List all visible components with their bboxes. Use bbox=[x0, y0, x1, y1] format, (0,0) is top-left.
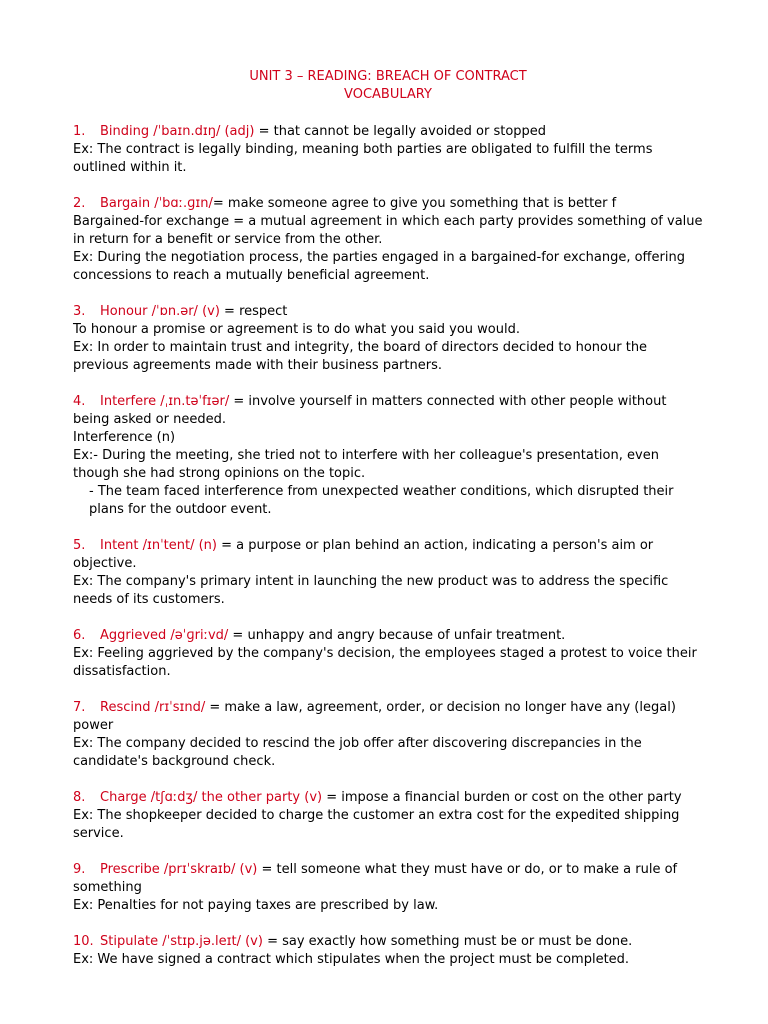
entry-number: 8. bbox=[73, 790, 86, 805]
vocab-term: Bargain /ˈbɑː.ɡɪn/ bbox=[100, 196, 213, 211]
vocab-example-line: To honour a promise or agreement is to do what you said you would. bbox=[73, 322, 520, 337]
vocab-definition: = that cannot be legally avoided or stopped bbox=[254, 124, 547, 139]
vocab-definition: = involve yourself in matters connected with other people without being asked or needed. bbox=[73, 394, 667, 427]
entry-number: 4. bbox=[73, 394, 86, 409]
vocab-term: Rescind /rɪˈsɪnd/ bbox=[100, 700, 206, 715]
entry-number: 10. bbox=[73, 934, 94, 949]
vocab-headline bbox=[73, 627, 703, 645]
entry-number: 1. bbox=[73, 124, 86, 139]
vocab-headline bbox=[73, 393, 703, 429]
vocab-entry bbox=[73, 123, 703, 177]
vocab-definition: = respect bbox=[219, 304, 288, 319]
vocab-entry bbox=[73, 393, 703, 519]
vocab-example-line: Ex: Feeling aggrieved by the company's decision, the employees staged a protest to voice their dissatisfaction. bbox=[73, 646, 697, 679]
vocab-term: Charge /tʃɑːdʒ/ the other party (v) bbox=[100, 790, 323, 805]
vocab-headline bbox=[73, 861, 703, 897]
vocab-definition: = say exactly how something must be or must be done. bbox=[262, 934, 633, 949]
vocab-entry bbox=[73, 861, 703, 915]
vocab-definition: = unhappy and angry because of unfair treatment. bbox=[228, 628, 566, 643]
vocab-term: Stipulate /ˈstɪp.jə.leɪt/ (v) bbox=[100, 934, 263, 949]
vocab-headline bbox=[73, 933, 703, 951]
vocab-definition: = tell someone what they must have or do, or to make a rule of something bbox=[73, 862, 678, 895]
vocab-term: Intent /ɪnˈtent/ (n) bbox=[100, 538, 217, 553]
vocab-term: Honour /ˈɒn.ər/ (v) bbox=[100, 304, 220, 319]
vocab-example-line: Ex: The shopkeeper decided to charge the customer an extra cost for the expedited shipping service. bbox=[73, 808, 680, 841]
vocab-headline bbox=[73, 123, 703, 141]
vocab-term: Prescribe /prɪˈskraɪb/ (v) bbox=[100, 862, 258, 877]
vocab-example-line: Bargained-for exchange = a mutual agreement in which each party provides something of value in return for a benefit or service from the other. bbox=[73, 214, 703, 247]
vocabulary-list bbox=[73, 123, 703, 969]
page-subtitle: VOCABULARY bbox=[344, 87, 432, 102]
entry-number: 6. bbox=[73, 628, 86, 643]
vocab-definition: = a purpose or plan behind an action, indicating a person's aim or objective. bbox=[73, 538, 654, 571]
entry-number: 5. bbox=[73, 538, 86, 553]
vocab-definition: = make someone agree to give you something that is better f bbox=[212, 196, 617, 211]
vocab-definition: = impose a financial burden or cost on the other party bbox=[322, 790, 682, 805]
vocab-example-line: Interference (n) bbox=[73, 430, 176, 445]
vocab-entry bbox=[73, 303, 703, 375]
vocab-headline bbox=[73, 195, 703, 213]
vocab-definition: = make a law, agreement, order, or decision no longer have any (legal) power bbox=[73, 700, 676, 733]
vocab-example-line: Ex: During the negotiation process, the parties engaged in a bargained-for exchange, offering concessions to reach a mutually beneficial agreement. bbox=[73, 250, 685, 283]
entry-number: 7. bbox=[73, 700, 86, 715]
vocab-example-line: Ex:- During the meeting, she tried not to interfere with her colleague's presentation, even though she had strong opinions on the topic. bbox=[73, 448, 659, 481]
vocab-headline bbox=[73, 537, 703, 573]
vocab-example-line: - The team faced interference from unexpected weather conditions, which disrupted their plans for the outdoor event. bbox=[89, 484, 674, 517]
vocab-entry bbox=[73, 699, 703, 771]
vocab-term: Interfere /ˌɪn.təˈfɪər/ bbox=[100, 394, 230, 409]
vocab-headline bbox=[73, 303, 703, 321]
entry-number: 9. bbox=[73, 862, 86, 877]
vocab-example-line: Ex: The company decided to rescind the job offer after discovering discrepancies in the candidate's background check. bbox=[73, 736, 642, 769]
entry-number: 2. bbox=[73, 196, 86, 211]
vocab-example-line: Ex: The contract is legally binding, meaning both parties are obligated to fulfill the terms outlined within it. bbox=[73, 142, 653, 175]
vocab-entry bbox=[73, 789, 703, 843]
vocab-example-line: Ex: The company's primary intent in launching the new product was to address the specific needs of its customers. bbox=[73, 574, 669, 607]
vocab-entry bbox=[73, 627, 703, 681]
document-page bbox=[73, 68, 703, 987]
title-block bbox=[73, 68, 703, 104]
vocab-entry bbox=[73, 933, 703, 969]
entry-number: 3. bbox=[73, 304, 86, 319]
page-title: UNIT 3 – READING: BREACH OF CONTRACT bbox=[249, 69, 527, 84]
vocab-term: Binding /ˈbaɪn.dɪŋ/ (adj) bbox=[100, 124, 255, 139]
vocab-example-line: Ex: We have signed a contract which stipulates when the project must be completed. bbox=[73, 952, 630, 967]
vocab-entry bbox=[73, 537, 703, 609]
vocab-headline bbox=[73, 789, 703, 807]
vocab-term: Aggrieved /əˈɡriːvd/ bbox=[100, 628, 229, 643]
vocab-entry bbox=[73, 195, 703, 285]
vocab-headline bbox=[73, 699, 703, 735]
vocab-example-line: Ex: Penalties for not paying taxes are prescribed by law. bbox=[73, 898, 439, 913]
vocab-example-line: Ex: In order to maintain trust and integrity, the board of directors decided to honour the previous agreements made with their business partners. bbox=[73, 340, 648, 373]
